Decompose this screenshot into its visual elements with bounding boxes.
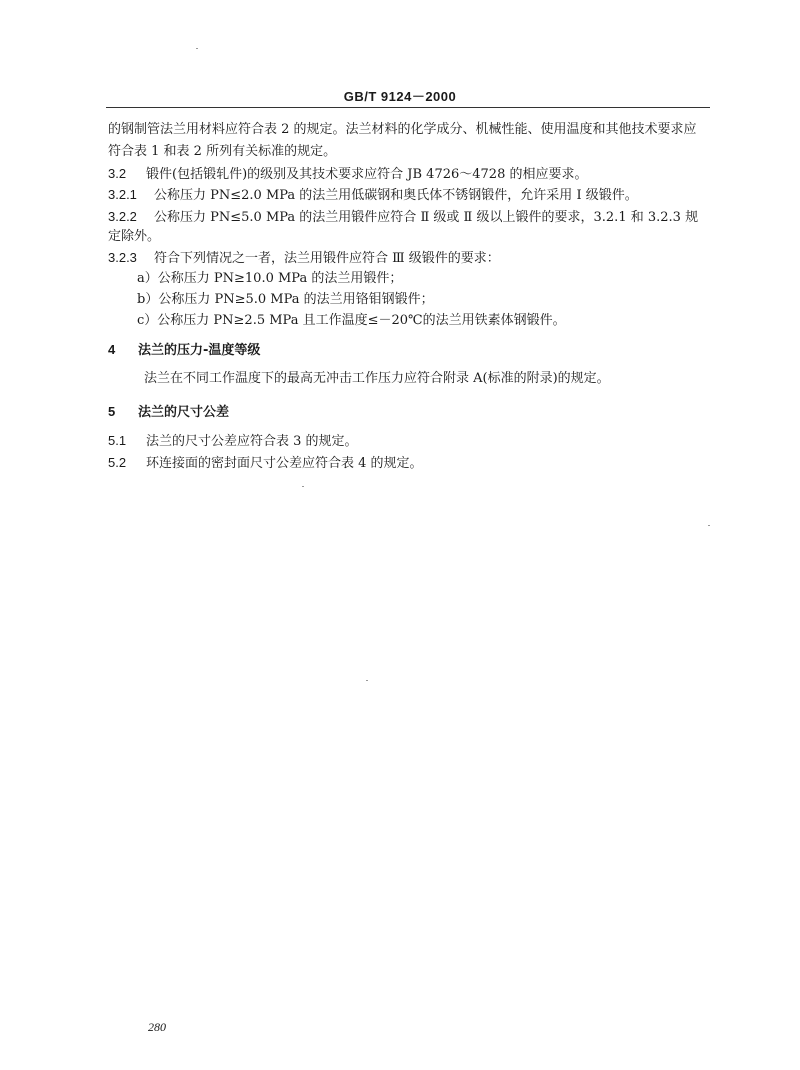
clause-number: 5.2	[108, 455, 127, 470]
scan-speck	[196, 48, 198, 49]
clause-text: 符合下列情况之一者，法兰用锻件应符合 Ⅲ 级锻件的要求：	[154, 251, 500, 266]
clause-number: 3.2	[108, 166, 127, 181]
list-item-a: a）公称压力 PN≥10.0 MPa 的法兰用锻件；	[137, 271, 403, 286]
clause-number: 3.2.2	[108, 209, 137, 224]
clause-text: 锻件(包括锻轧件)的级别及其技术要求应符合 JB 4726～4728 的相应要求。	[146, 167, 588, 182]
section-4-heading	[108, 341, 260, 360]
section-number: 4	[108, 342, 116, 357]
clause-3-2	[108, 165, 587, 184]
list-item-b: b）公称压力 PN≥5.0 MPa 的法兰用铬钼钢锻件；	[137, 292, 434, 307]
paragraph-line-2: 符合表 1 和表 2 所列有关标准的规定。	[108, 144, 337, 159]
clause-text: 公称压力 PN≤2.0 MPa 的法兰用低碳钢和奥氏体不锈钢锻件，允许采用 Ⅰ 级锻件。	[154, 188, 638, 203]
scan-speck	[708, 525, 710, 526]
clause-3-2-3	[108, 249, 500, 268]
clause-number: 3.2.1	[108, 187, 137, 202]
scan-speck	[302, 486, 304, 487]
clause-3-2-2-continuation: 定除外。	[108, 229, 161, 244]
clause-number: 5.1	[108, 433, 127, 448]
clause-text: 公称压力 PN≤5.0 MPa 的法兰用锻件应符合 Ⅱ 级或 Ⅱ 级以上锻件的要求，3.2.1 和 3.2.3 规	[154, 210, 699, 225]
section-4-text: 法兰在不同工作温度下的最高无冲击工作压力应符合附录 A(标准的附录)的规定。	[144, 371, 610, 386]
section-title: 法兰的尺寸公差	[138, 405, 230, 420]
clause-text: 法兰的尺寸公差应符合表 3 的规定。	[146, 434, 358, 449]
paragraph-line-1: 的钢制管法兰用材料应符合表 2 的规定。法兰材料的化学成分、机械性能、使用温度和其他技术要求应	[108, 122, 697, 137]
section-title: 法兰的压力-温度等级	[138, 343, 261, 358]
clause-number: 3.2.3	[108, 250, 137, 265]
clause-5-2	[108, 454, 423, 473]
scan-speck	[366, 680, 368, 681]
header-rule	[106, 107, 710, 108]
list-item-c: c）公称压力 PN≥2.5 MPa 且工作温度≤－20℃的法兰用铁素体钢锻件。	[137, 313, 566, 328]
clause-3-2-1	[108, 186, 638, 205]
section-5-heading	[108, 403, 229, 422]
section-number: 5	[108, 404, 116, 419]
page-number: 280	[148, 1020, 166, 1034]
standard-code-header: GB/T 9124－2000	[343, 89, 457, 104]
clause-3-2-2	[108, 208, 698, 227]
clause-text: 环连接面的密封面尺寸公差应符合表 4 的规定。	[146, 456, 423, 471]
clause-5-1	[108, 432, 358, 451]
